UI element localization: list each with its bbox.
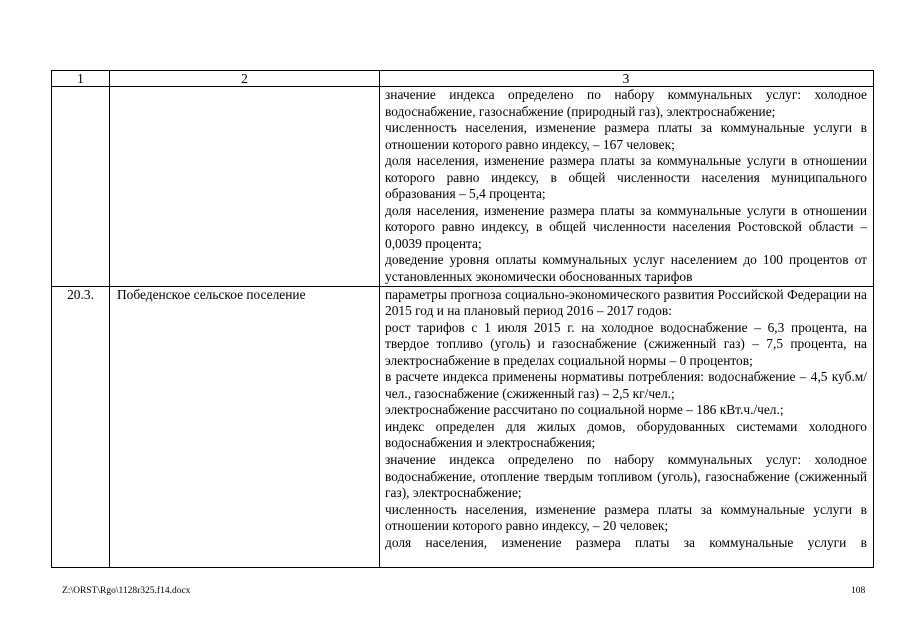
paragraph: доля населения, изменение размера платы за коммунальные услуги в отношении которого равно индексу, в общей численности населения муниципального образования – 5,4 процента; [385,153,867,202]
paragraph: численность населения, изменение размера платы за коммунальные услуги в отношении которого равно индексу, – 167 человек; [385,120,867,152]
row-name: Победенское сельское поселение [110,286,380,567]
paragraph: рост тарифов с 1 июля 2015 г. на холодное водоснабжение – 6,3 процента, на твердое топливо (уголь) и газоснабжение (сжиженный газ) – 7,5 процента, на электроснабжение в пределах социальной нормы – 0 процентов; [385,319,867,368]
row-description [380,87,874,287]
header-col-1: 1 [52,71,110,87]
paragraph: доля населения, изменение размера платы за коммунальные услуги в [385,534,867,550]
row-number [52,87,110,287]
header-col-3: 3 [380,71,874,87]
row-description [380,286,874,567]
paragraph: значение индекса определено по набору коммунальных услуг: холодное водоснабжение, отопление твердым топливом (уголь), газоснабжение (сжиженный газ), электроснабжение; [385,452,867,501]
paragraph: электроснабжение рассчитано по социальной норме – 186 кВт.ч./чел.; [385,402,784,418]
paragraph: параметры прогноза социально-экономического развития Российской Федерации на 2015 год и на плановый период 2016 – 2017 годов: [385,286,867,319]
paragraph: в расчете индекса применены нормативы потребления: водоснабжение – 4,5 куб.м/чел., газоснабжение (сжиженный газ) – 2,5 кг/чел.; [385,369,867,401]
table-header-row [52,71,874,87]
row-number: 20.3. [52,286,110,567]
row-name [110,87,380,287]
table-row [52,286,874,567]
page-number: 108 [851,586,866,596]
paragraph: доля населения, изменение размера платы за коммунальные услуги в отношении которого равно индексу, в общей численности населения Ростовской области – 0,0039 процента; [385,202,867,251]
header-col-2: 2 [110,71,380,87]
table-row [52,87,874,287]
paragraph: значение индекса определено по набору коммунальных услуг: холодное водоснабжение, газоснабжение (природный газ), электроснабжение; [385,87,867,119]
footer-file-path: Z:\ORST\Rgo\1128r325.f14.docx [62,586,191,596]
paragraph: доведение уровня оплаты коммунальных услуг населением до 100 процентов от установленных экономически обоснованных тарифов [385,252,867,285]
paragraph: численность населения, изменение размера платы за коммунальные услуги в отношении которого равно индексу, – 20 человек; [385,501,867,534]
paragraph: индекс определен для жилых домов, оборудованных системами холодного водоснабжения и электроснабжения; [385,418,867,451]
document-table [51,70,874,568]
